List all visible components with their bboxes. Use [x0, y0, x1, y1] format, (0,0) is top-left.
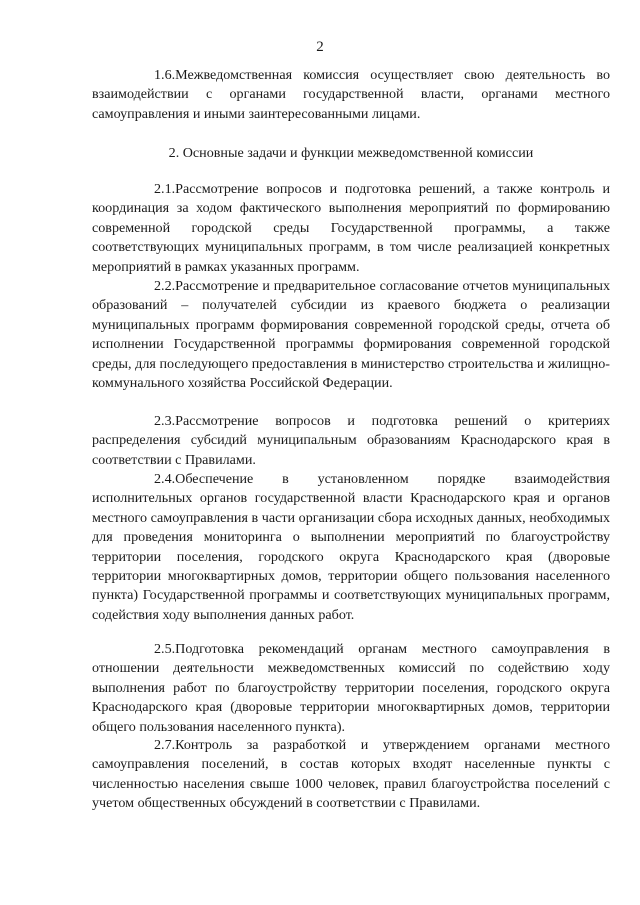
page-number: 2 — [316, 39, 324, 55]
paragraph-number: 1.6. — [154, 67, 176, 83]
paragraph-2-2 — [92, 277, 610, 393]
paragraph-text: Рассмотрение вопросов и подготовка решений, а также контроль и координация за ходом фактического выполнения мероприятий по формированию современной городской среды Государственной программы, а также соответствующих муниципальных программ, в том числе реализацией конкретных мероприятий в рамках указанных программ. — [92, 181, 610, 275]
section-title: 2. Основные задачи и функции межведомственной комиссии — [168, 145, 534, 161]
paragraph-1-6 — [92, 66, 610, 124]
paragraph-text: Контроль за разработкой и утверждением органами местного самоуправления поселений, в состав которых входят населенные пункты с численностью населения свыше 1000 человек, правил благоустройства поселений с учетом общественных обсуждений в соответствии с Правилами. — [92, 737, 610, 812]
paragraph-number: 2.4. — [154, 471, 176, 487]
paragraph-text: Рассмотрение и предварительное согласование отчетов муниципальных образований – получателей субсидии из краевого бюджета о реализации муниципальных программ формирования современной городской среды, отчета об исполнении Государственной программы формирования современной городской среды, для последующего предоставления в министерство строительства и жилищно-коммунального хозяйства Российской Федерации. — [92, 278, 610, 392]
paragraph-text: Обеспечение в установленном порядке взаимодействия исполнительных органов государственной власти Краснодарского края и органов местного самоуправления в части организации сбора исходных данных, необходимых для проведения мониторинга о выполнении мероприятий по благоустройству территории поселения, городского округа Краснодарского края (дворовые территории многоквартирных домов, территории общего пользования населенного пункта) Государственной программы и соответствующих муниципальных программ, содействия ходу выполнения данных работ. — [92, 471, 610, 623]
paragraph-2-3 — [92, 412, 610, 470]
paragraph-2-5 — [92, 640, 610, 737]
paragraph-number: 2.3. — [154, 413, 176, 429]
paragraph-number: 2.1. — [154, 181, 176, 197]
paragraph-number: 2.7. — [154, 737, 176, 753]
paragraph-text: Межведомственная комиссия осуществляет свою деятельность во взаимодействии с органами государственной власти, органами местного самоуправления и иными заинтересованными лицами. — [92, 67, 610, 122]
paragraph-text: Рассмотрение вопросов и подготовка решений о критериях распределения субсидий муниципальным образованиям Краснодарского края в соответствии с Правилами. — [92, 413, 610, 468]
paragraph-2-4 — [92, 470, 610, 625]
paragraph-2-7 — [92, 736, 610, 814]
paragraph-2-1 — [92, 180, 610, 277]
paragraph-number: 2.5. — [154, 641, 176, 657]
paragraph-number: 2.2. — [154, 278, 176, 294]
paragraph-text: Подготовка рекомендаций органам местного самоуправления в отношении деятельности межведомственных комиссий по содействию ходу выполнения работ по благоустройству территории поселения, городского округа Краснодарского края (дворовые территории многоквартирных домов, территории общего пользования населенного пункта). — [92, 641, 610, 735]
